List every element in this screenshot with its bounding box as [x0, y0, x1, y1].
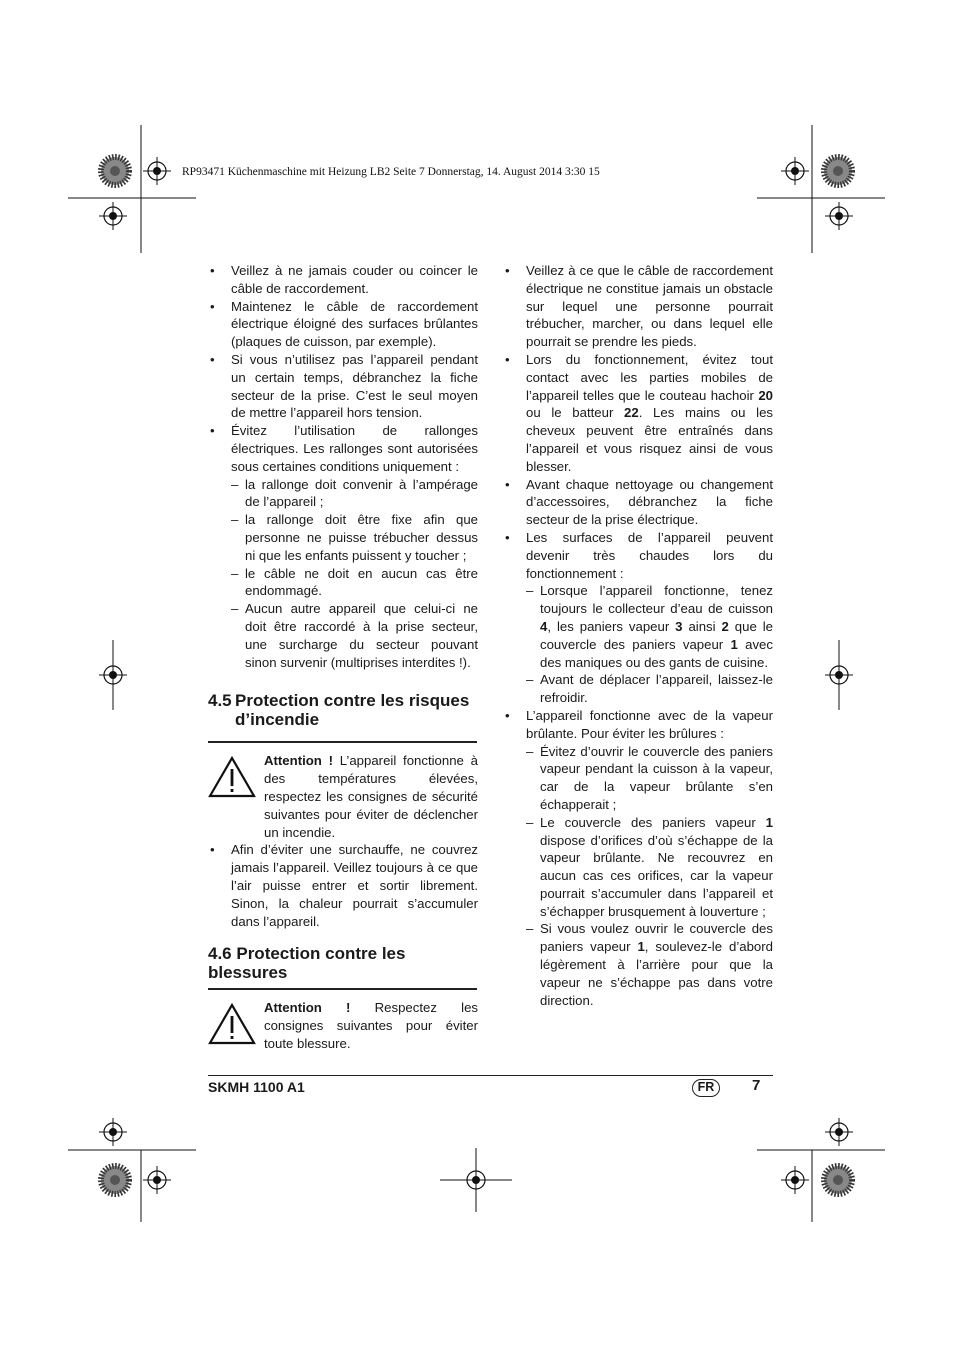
part-number: 1	[730, 636, 738, 652]
list-item: • Évitez l’utilisation de rallonges électriques. Les rallonges sont autorisées sous certaines conditions uniquement :	[208, 422, 478, 475]
sub-list-item: – Aucun autre appareil que celui-ci ne doit être raccordé à la prise secteur, une surcharge du secteur pouvant sinon survenir (multiprises interdites !).	[231, 600, 478, 671]
text-run: ou le batteur	[526, 405, 625, 421]
text-run: , soulevez-le d’abord légèrement à l’arrière pour que la vapeur ne s’échappe pas dans votre direction.	[540, 939, 773, 1008]
attention-body: Respectez les consignes suivantes pour éviter toute blessure.	[264, 1000, 478, 1051]
registration-mark-icon	[825, 202, 853, 230]
list-item: • Veillez à ce que le câble de raccordement électrique ne constitue jamais un obstacle sur lequel une personne pourrait trébucher, marcher, ou dans lequel elle pourrait se prendre les pieds.	[503, 262, 773, 351]
list-item: • Afin d’éviter une surchauffe, ne couvrez jamais l’appareil. Veillez toujours à ce que l’air puisse entrer et sortir librement. Sinon, la chaleur pourrait s’accumuler dans l’appareil.	[208, 841, 478, 930]
text-run: que le couvercle des paniers vapeur	[540, 618, 773, 652]
registration-mark-icon	[825, 1118, 853, 1146]
attention-text	[264, 752, 478, 841]
section-rule	[208, 741, 477, 743]
color-wheel-icon	[824, 1166, 852, 1194]
registration-mark-icon	[143, 1166, 171, 1194]
print-slug: RP93471 Küchenmaschine mit Heizung LB2 Seite 7 Donnerstag, 14. August 2014 3:30 15	[182, 166, 600, 178]
part-number: 1	[637, 939, 645, 955]
list-item: • Si vous n’utilisez pas l’appareil pendant un certain temps, débranchez la fiche secteur de la prise. C’est le seul moyen de mettre l’appareil hors tension.	[208, 351, 478, 422]
text-run: Lors du fonctionnement, évitez tout contact avec les parties mobiles de l’appareil telles que le couteau hachoir	[526, 351, 773, 403]
section-rule	[208, 988, 477, 990]
attention-text	[264, 999, 478, 1052]
color-wheel-icon	[101, 1166, 129, 1194]
part-number: 22	[624, 405, 639, 421]
color-wheel-icon	[101, 157, 129, 185]
sub-list-item: – la rallonge doit être fixe afin que personne ne puisse trébucher dessus ni que les enfants puissent y toucher ;	[231, 511, 478, 564]
text-run: . Les mains ou les cheveux peuvent être entraînés dans l’appareil et vous risquez ainsi de vous blesser.	[526, 405, 773, 474]
list-item: • Avant chaque nettoyage ou changement d’accessoires, débranchez la fiche secteur de la prise électrique.	[503, 476, 773, 529]
registration-mark-icon	[781, 1166, 809, 1194]
text-run: Le couvercle des paniers vapeur	[540, 814, 766, 830]
footer-rule	[208, 1075, 773, 1076]
text-run: Lorsque l’appareil fonctionne, tenez toujours le collecteur d’eau de cuisson	[540, 583, 773, 617]
part-number: 1	[765, 814, 773, 830]
text-run: dispose d’orifices d’où s’échappe de la vapeur brûlante. Ne recouvrez en aucun cas ces orifices, car la vapeur pourrait s’accumuler dans l’appareil et s’échapper brusquement à louverture ;	[540, 832, 773, 919]
warning-triangle-icon	[208, 999, 264, 1052]
section-number: 4.5	[208, 691, 232, 711]
attention-box	[208, 999, 478, 1052]
section-title: Protection contre les risques d’incendie	[235, 691, 470, 730]
part-number: 2	[721, 618, 729, 634]
sub-list-item: – la rallonge doit convenir à l’ampérage de l’appareil ;	[231, 476, 478, 512]
part-number: 4	[540, 618, 548, 634]
left-column	[208, 262, 478, 1053]
text-run: ainsi	[682, 618, 722, 634]
sub-list-item	[526, 582, 773, 671]
warning-triangle-icon	[208, 752, 264, 841]
registration-mark-icon	[143, 157, 171, 185]
sub-list-item: – Évitez d’ouvrir le couvercle des paniers vapeur pendant la cuisson à la vapeur, car de la vapeur brûlante s’en échapperait ;	[526, 743, 773, 814]
right-column	[503, 262, 773, 1009]
part-number: 20	[758, 387, 773, 403]
registration-mark-icon	[99, 202, 127, 230]
attention-label: Attention !	[264, 1000, 351, 1016]
list-item: • Veillez à ne jamais couder ou coincer le câble de raccordement.	[208, 262, 478, 298]
sub-list-item	[526, 814, 773, 921]
color-wheel-icon	[824, 157, 852, 185]
registration-mark-icon	[781, 157, 809, 185]
part-number: 3	[675, 618, 683, 634]
registration-mark-icon	[99, 1118, 127, 1146]
list-item: • L’appareil fonctionne avec de la vapeur brûlante. Pour éviter les brûlures :	[503, 707, 773, 743]
text-run: Si vous voulez ouvrir le couvercle des paniers vapeur	[540, 921, 773, 955]
list-item: • Maintenez le câble de raccordement électrique éloigné des surfaces brûlantes (plaques de cuisson, par exemple).	[208, 298, 478, 351]
section-heading-4-6: 4.6 Protection contre les blessures	[208, 944, 406, 983]
section-heading-4-5	[208, 691, 478, 729]
attention-box	[208, 752, 478, 841]
attention-body: L’appareil fonctionne à des températures élevées, respectez les consignes de sécurité suivantes pour éviter de déclencher un incendie.	[264, 753, 478, 840]
list-item	[503, 351, 773, 476]
text-run: avec des maniques ou des gants de cuisine.	[540, 636, 773, 670]
text-run: , les paniers vapeur	[547, 618, 676, 634]
sub-list-item: – le câble ne doit en aucun cas être endommagé.	[231, 565, 478, 601]
page-number: 7	[752, 1077, 761, 1094]
language-badge: FR	[692, 1079, 720, 1097]
model-number: SKMH 1100 A1	[208, 1079, 305, 1095]
attention-label: Attention !	[264, 753, 334, 769]
list-item: • Les surfaces de l’appareil peuvent devenir très chaudes lors du fonctionnement :	[503, 529, 773, 582]
sub-list-item	[526, 920, 773, 1009]
sub-list-item: – Avant de déplacer l’appareil, laissez-le refroidir.	[526, 671, 773, 707]
